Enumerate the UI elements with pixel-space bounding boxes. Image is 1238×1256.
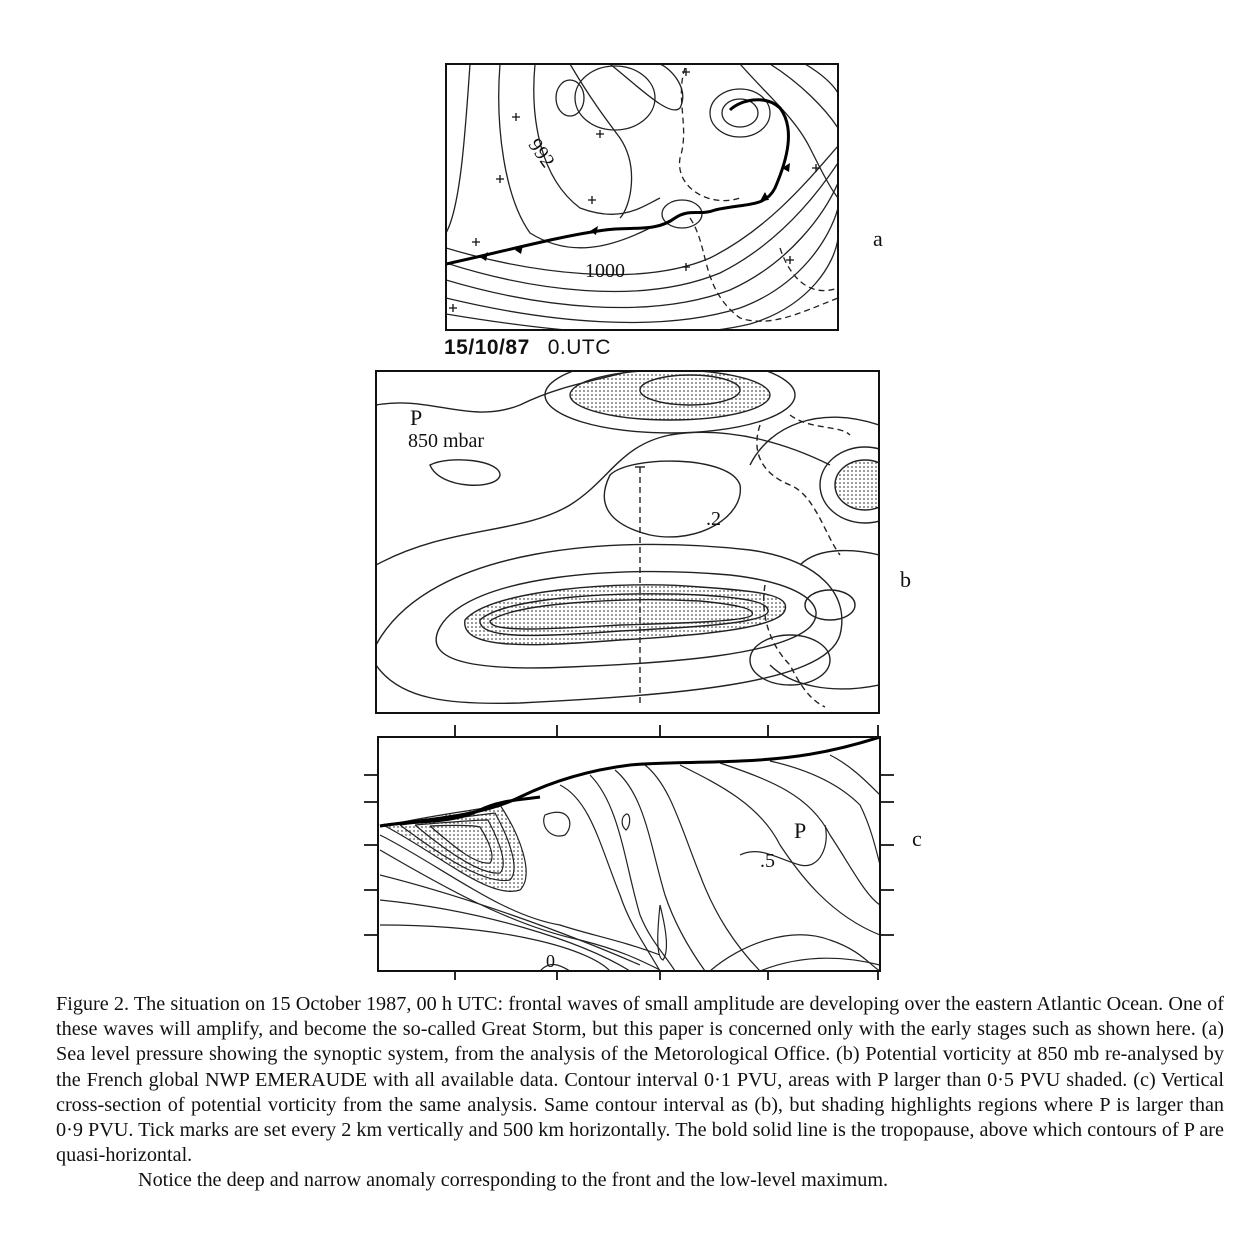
isobar-label-992: 992 bbox=[523, 134, 559, 172]
caption-text: Figure 2. The situation on 15 October 1987, 00 h UTC: frontal waves of small amplitude are developing over the eastern Atlantic Ocean. One of these waves will amplify, and become the so-called Great Storm, but this paper is concerned only with the early stages such as shown here. (a) Sea level pressure showing the synoptic system, from the analysis of the Metorological Office. (b) Potential vorticity at 850 mb re-analysed by the French global NWP EMERAUDE with all available data. Contour interval 0·1 PVU, areas with P larger than 0·5 PVU shaded. (c) Vertical cross-section of potential vorticity from the same analysis. Same contour interval as (b), but shading highlights regions where P is larger than 0·9 PVU. Tick marks are set every 2 km vertically and 500 km horizontally. The bold solid line is the tropopause, above which contours of P are quasi-horizontal. bbox=[56, 993, 1224, 1167]
figure-caption bbox=[56, 992, 1224, 1194]
panel-b-pv-850 bbox=[370, 365, 885, 717]
pv-level-label: 850 mbar bbox=[408, 430, 485, 452]
map-date bbox=[444, 336, 611, 360]
pv-contour-label: .2 bbox=[706, 508, 721, 530]
pv-variable-label: P bbox=[410, 405, 423, 430]
time-value: 0.UTC bbox=[547, 336, 611, 359]
panel-b-label: b bbox=[900, 567, 911, 592]
date-value: 15/10/87 bbox=[444, 336, 530, 359]
panel-a-label: a bbox=[873, 226, 883, 251]
panel-a-pressure-map bbox=[440, 58, 845, 336]
pv-variable-label-c: P bbox=[794, 818, 807, 843]
caption-last-line: Notice the deep and narrow anomaly corresponding to the front and the low-level maximum. bbox=[138, 1169, 889, 1192]
isobar-label-1000: 1000 bbox=[585, 260, 625, 282]
pv-bottom-label-c: 0 bbox=[546, 951, 555, 971]
panel-c-cross-section bbox=[360, 725, 900, 980]
pv-contour-label-c: .5 bbox=[760, 850, 775, 872]
panel-c-label: c bbox=[912, 826, 922, 851]
